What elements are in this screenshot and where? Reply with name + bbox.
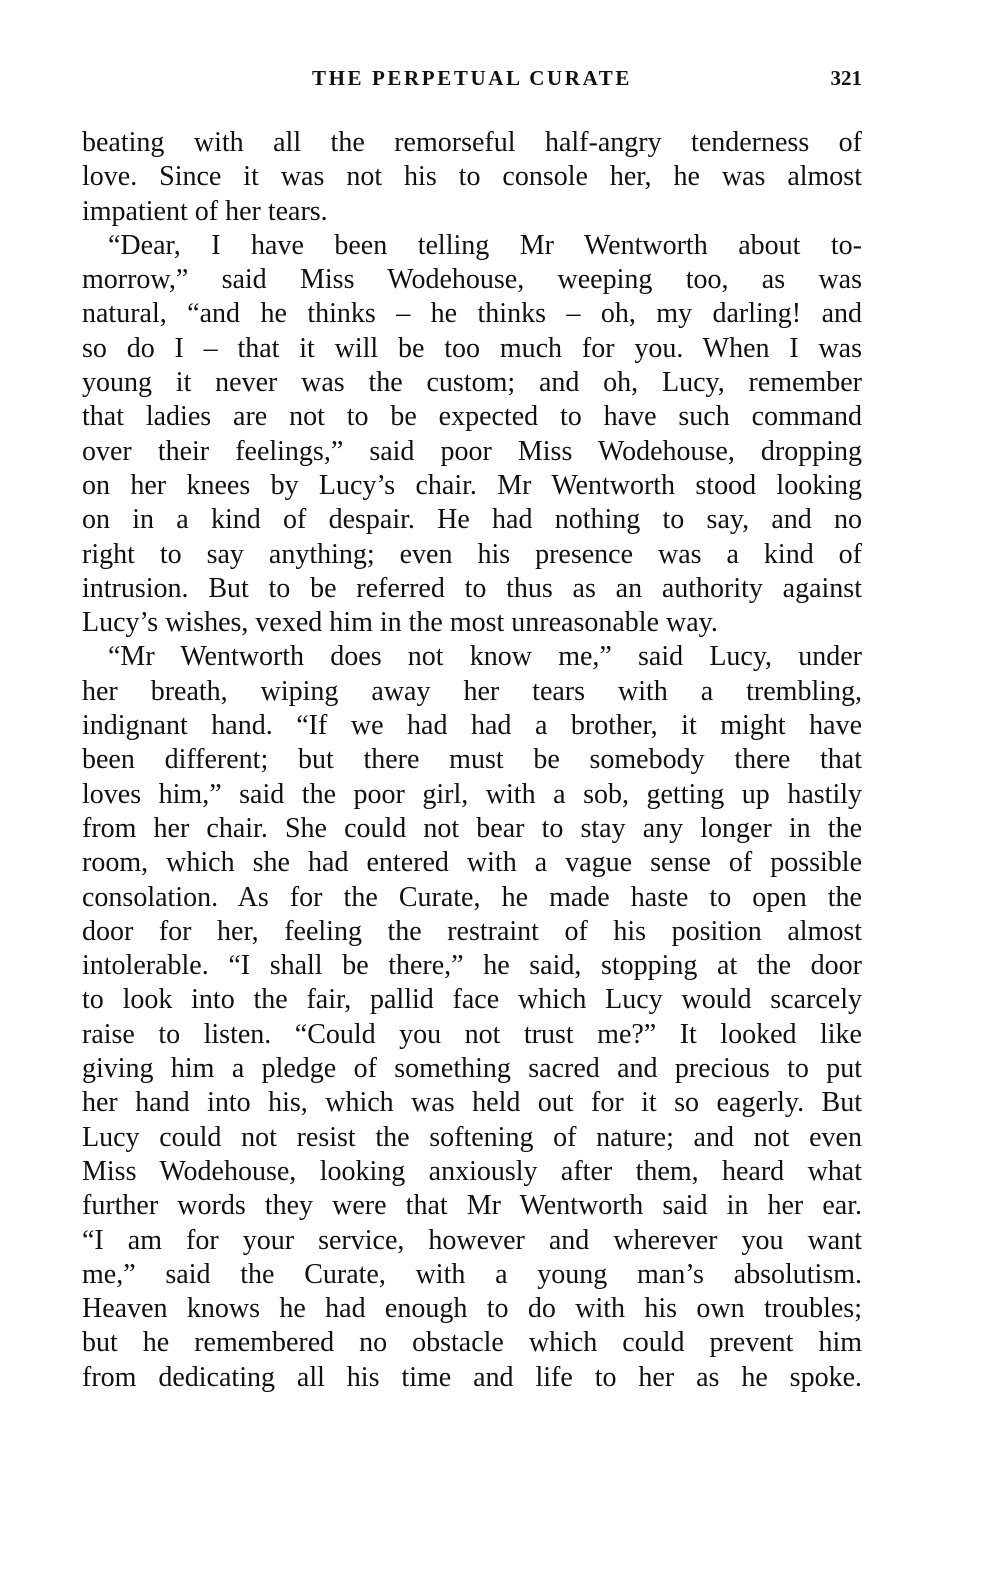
text-line: loves him,” said the poor girl, with a sob, getting up hastily [82, 778, 862, 810]
text-line: her hand into his, which was held out for it so eagerly. But [82, 1087, 862, 1119]
text-line: “Dear, I have been telling Mr Wentworth about to- [108, 229, 862, 261]
text-line: “Mr Wentworth does not know me,” said Lucy, under [108, 641, 862, 673]
text-line: from dedicating all his time and life to her as he spoke. [82, 1361, 862, 1393]
running-head [82, 66, 862, 100]
text-line: raise to listen. “Could you not trust me?” It looked like [82, 1018, 862, 1050]
text-line: morrow,” said Miss Wodehouse, weeping too, as was [82, 264, 862, 296]
text-line: door for her, feeling the restraint of his position almost [82, 915, 862, 947]
text-line: her breath, wiping away her tears with a trembling, [82, 675, 862, 707]
text-line: young it never was the custom; and oh, Lucy, remember [82, 367, 862, 399]
text-line: but he remembered no obstacle which could prevent him [82, 1327, 862, 1359]
text-line: natural, “and he thinks – he thinks – oh, my darling! and [82, 298, 862, 330]
paragraph-2 [82, 229, 862, 641]
paragraph-1 [82, 126, 862, 229]
text-line: Lucy could not resist the softening of nature; and not even [82, 1121, 862, 1153]
text-line: so do I – that it will be too much for you. When I was [82, 332, 862, 364]
text-line: intrusion. But to be referred to thus as an authority against [82, 572, 862, 604]
text-line: room, which she had entered with a vague sense of possible [82, 847, 862, 879]
text-line: over their feelings,” said poor Miss Wodehouse, dropping [82, 435, 862, 467]
text-line: from her chair. She could not bear to stay any longer in the [82, 812, 862, 844]
text-line: “I am for your service, however and wherever you want [82, 1224, 862, 1256]
text-line: that ladies are not to be expected to have such command [82, 401, 862, 433]
running-title: THE PERPETUAL CURATE [312, 66, 632, 90]
text-line: love. Since it was not his to console her, he was almost [82, 161, 862, 193]
text-line: indignant hand. “If we had had a brother, it might have [82, 710, 862, 742]
text-line: on her knees by Lucy’s chair. Mr Wentworth stood looking [82, 469, 862, 501]
text-line: to look into the fair, pallid face which Lucy would scarcely [82, 984, 862, 1016]
text-line: Heaven knows he had enough to do with his own troubles; [82, 1293, 862, 1325]
text-line: Lucy’s wishes, vexed him in the most unreasonable way. [82, 607, 718, 639]
text-line: beating with all the remorseful half-angry tenderness of [82, 127, 862, 158]
text-line: intolerable. “I shall be there,” he said, stopping at the door [82, 950, 862, 982]
text-line: right to say anything; even his presence was a kind of [82, 538, 862, 570]
text-line: been different; but there must be somebody there that [82, 744, 862, 776]
text-line: me,” said the Curate, with a young man’s absolutism. [82, 1258, 862, 1290]
text-line: giving him a pledge of something sacred and precious to put [82, 1053, 862, 1085]
page-number: 321 [830, 66, 862, 90]
text-line: on in a kind of despair. He had nothing to say, and no [82, 504, 862, 536]
paragraph-3 [82, 640, 862, 1395]
text-line: consolation. As for the Curate, he made haste to open the [82, 881, 862, 913]
text-line: impatient of her tears. [82, 195, 328, 227]
text-line: Miss Wodehouse, looking anxiously after them, heard what [82, 1155, 862, 1187]
body-text [82, 126, 862, 1395]
text-line: further words they were that Mr Wentworth said in her ear. [82, 1190, 862, 1222]
